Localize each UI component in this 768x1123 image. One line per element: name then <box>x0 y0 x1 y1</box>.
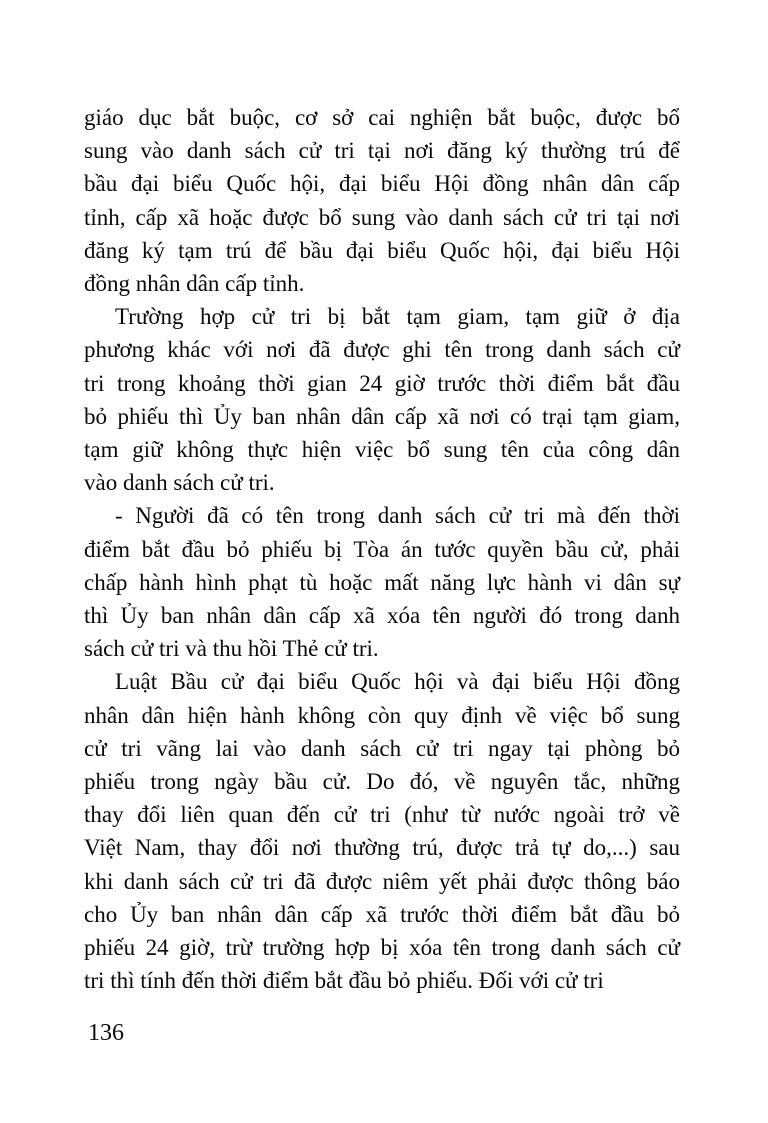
paragraph <box>84 665 680 997</box>
text-line: bầu đại biểu Quốc hội, đại biểu Hội đồng nhân dân cấp <box>84 171 680 197</box>
text-line: khi danh sách cử tri đã được niêm yết phải được thông báo <box>84 868 680 894</box>
text-line: sung vào danh sách cử tri tại nơi đăng ký thường trú để <box>84 138 680 164</box>
paragraph <box>84 499 680 665</box>
text-line: giáo dục bắt buộc, cơ sở cai nghiện bắt buộc, được bổ <box>84 105 680 130</box>
text-line: phiếu 24 giờ, trừ trường hợp bị xóa tên trong danh sách cử <box>84 935 680 961</box>
text-line: phương khác với nơi đã được ghi tên trong danh sách cử <box>84 337 680 363</box>
text-line: cử tri vãng lai vào danh sách cử tri ngay tại phòng bỏ <box>84 735 680 761</box>
text-line: tạm giữ không thực hiện việc bổ sung tên của công dân <box>84 437 680 463</box>
text-line: tri thì tính đến thời điểm bắt đầu bỏ phiếu. Đối với cử tri <box>84 968 604 994</box>
text-line: điểm bắt đầu bỏ phiếu bị Tòa án tước quyền bầu cử, phải <box>84 536 680 562</box>
text-line: nhân dân hiện hành không còn quy định về việc bổ sung <box>84 702 680 728</box>
text-line: sách cử tri và thu hồi Thẻ cử tri. <box>84 636 379 662</box>
text-line: Trường hợp cử tri bị bắt tạm giam, tạm giữ ở địa <box>115 304 680 330</box>
text-line: thay đổi liên quan đến cử tri (như từ nước ngoài trở về <box>84 802 680 828</box>
text-line: đồng nhân dân cấp tỉnh. <box>84 271 305 297</box>
text-line: thì Ủy ban nhân dân cấp xã xóa tên người đó trong danh <box>84 603 680 629</box>
paragraph <box>84 300 680 499</box>
paragraph <box>84 101 680 300</box>
text-line: Việt Nam, thay đổi nơi thường trú, được trả tự do,...) sau <box>84 835 680 861</box>
text-line: tỉnh, cấp xã hoặc được bổ sung vào danh sách cử tri tại nơi <box>84 204 680 230</box>
text-line: Luật Bầu cử đại biểu Quốc hội và đại biểu Hội đồng <box>115 669 680 695</box>
text-line: tri trong khoảng thời gian 24 giờ trước thời điểm bắt đầu <box>84 370 680 396</box>
page-number: 136 <box>88 1020 124 1046</box>
text-line: vào danh sách cử tri. <box>84 470 275 496</box>
text-line: - Người đã có tên trong danh sách cử tri mà đến thời <box>115 503 680 529</box>
text-line: chấp hành hình phạt tù hoặc mất năng lực hành vi dân sự <box>84 569 680 595</box>
text-line: phiếu trong ngày bầu cử. Do đó, về nguyên tắc, những <box>84 769 680 795</box>
text-line: đăng ký tạm trú để bầu đại biểu Quốc hội, đại biểu Hội <box>84 237 680 263</box>
text-line: bỏ phiếu thì Ủy ban nhân dân cấp xã nơi có trại tạm giam, <box>84 403 680 429</box>
text-line: cho Ủy ban nhân dân cấp xã trước thời điểm bắt đầu bỏ <box>84 901 680 927</box>
body-text <box>84 101 680 997</box>
